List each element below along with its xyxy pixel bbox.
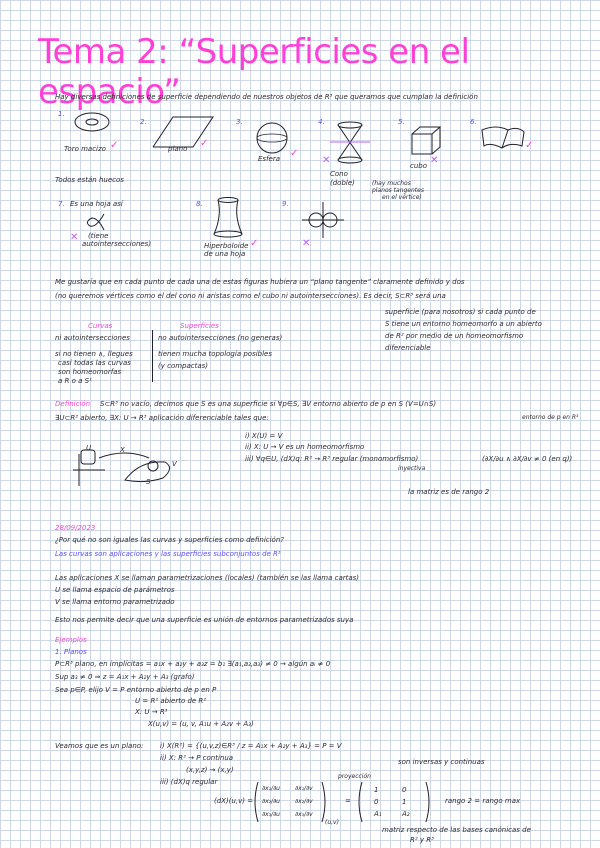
basis-note: matriz respecto de las bases canónicas de	[382, 826, 531, 834]
fig-number: 8.	[196, 200, 203, 208]
sheet-note: (tiene	[88, 232, 109, 240]
para-right: de R² por medio de un homeomorfismo	[385, 332, 524, 340]
sheet-note-2: autointersecciones)	[82, 240, 152, 248]
param-line: U se llama espacio de parámetros	[55, 586, 175, 594]
verify-note: son inversas y continuas	[398, 758, 485, 766]
examples-label: Ejemplos	[55, 636, 87, 644]
table-cell: si no tienen ∧, llegues	[55, 350, 133, 358]
matrix-cell: ∂x₃/∂u	[262, 811, 280, 818]
param-line: V se llama entorno parametrizado	[55, 598, 175, 606]
table-cell: son homeomorfas	[58, 368, 122, 376]
intro-text: Hay diversas definiciones de superficie dependiendo de nuestros objetos de R³ que queramos que cumplan la definición	[55, 93, 478, 101]
examples-sub: 1. Planos	[55, 648, 87, 656]
definition-note: entorno de p en R³	[522, 414, 579, 421]
jacobian-cond: (∂X/∂u ∧ ∂X/∂v ≠ 0 (en q))	[482, 455, 573, 463]
example-line: Sup a₃ ≠ 0 ⇒ z = A₁x + A₂y + A₃ (grafo)	[55, 673, 195, 681]
check-icon: ✓	[290, 148, 299, 159]
definition-label: Definición	[55, 400, 91, 408]
label-S: S	[146, 478, 151, 486]
definition-cond-i: i) X(U) = V	[245, 432, 283, 440]
verify-line: ii) X: R² → P continua	[160, 754, 234, 762]
para-right: diferenciable	[385, 344, 431, 352]
fig-number: 2.	[140, 118, 147, 126]
verify-note: proyección	[338, 773, 371, 780]
sphere-figure	[252, 120, 292, 160]
fig-number: 4.	[318, 118, 325, 126]
fig-number: 6.	[470, 118, 477, 126]
self-intersect-figure	[298, 200, 348, 240]
definition-line: ∃U⊂R² abierto, ∃X: U → R³ aplicación diferenciable tales que:	[55, 414, 269, 422]
cross-icon: ✕	[302, 238, 311, 249]
label-V: V	[172, 460, 177, 468]
fig-number: 9.	[282, 200, 289, 208]
verify-line: iii) (dX)q regular	[160, 778, 218, 786]
cross-icon: ✕	[322, 155, 331, 166]
matrix-cell: ∂x₂/∂v	[295, 798, 313, 805]
para-right: superficie (para nosotros) si cada punto de	[385, 308, 536, 316]
basis-note-2: R² y R³	[410, 836, 434, 844]
fig-number: 1.	[58, 110, 65, 118]
table-cell: a R o a S¹	[58, 377, 92, 385]
chart-diagram	[65, 440, 185, 495]
hyperboloid-figure	[208, 196, 248, 241]
fig-number: 7.	[58, 200, 65, 208]
definition-cond-iii: iii) ∀q∈U, (dX)q: R² → R³ regular (monomorfismo)	[245, 455, 419, 463]
matrix-brackets	[252, 780, 332, 824]
table-header-curves: Curvas	[88, 322, 113, 330]
para-right: S tiene un entorno homeomorfo a un abierto	[385, 320, 542, 328]
matrix-cell: ∂x₁/∂u	[262, 785, 280, 792]
double-cone-figure	[330, 120, 370, 165]
matrix-cell: 0	[374, 798, 379, 806]
rank-note: rango 2 = rango max	[445, 797, 521, 805]
sheet-text: Es una hoja así	[70, 200, 123, 208]
hollow-note: Todos están huecos	[55, 176, 124, 184]
matrix-eval: (u,v)	[325, 819, 339, 826]
check-icon: ✓	[110, 140, 119, 151]
cube-figure	[408, 124, 448, 164]
question: ¿Por qué no son iguales las curvas y superficies como definición?	[55, 536, 284, 544]
verify-line: Veamos que es un plano:	[55, 742, 144, 750]
cone-note: planos tangentes	[372, 187, 424, 194]
para-line: Me gustaría que en cada punto de cada una de estas figuras hubiera un “plano tangente” claramente definido y dos	[55, 278, 465, 286]
cone-label-2: (doble)	[330, 179, 355, 187]
check-icon: ✓	[250, 238, 259, 249]
check-icon: ✓	[200, 138, 209, 149]
matrix-cell: ∂x₁/∂v	[295, 785, 313, 792]
saddle-figure	[478, 122, 528, 152]
page-title: Tema 2: “Superficies en el espacio”	[38, 32, 470, 112]
param-line: Las aplicaciones X se llaman parametrizaciones (locales) (también se las llama cartas)	[55, 574, 360, 582]
fig-number: 5.	[398, 118, 405, 126]
fig-number: 3.	[236, 118, 243, 126]
injective-note: inyectiva	[398, 465, 426, 472]
definition-cond-ii: ii) X: U → V es un homeomorfismo	[245, 443, 365, 451]
plane-label: plano	[168, 145, 188, 153]
cone-note: en el vértice)	[382, 194, 422, 201]
equals-sign: =	[345, 797, 351, 805]
table-cell: tienen mucha topología posibles	[158, 350, 272, 358]
table-divider	[152, 330, 153, 382]
label-U: U	[86, 444, 92, 452]
definition-line: S⊂R³ no vacío, decimos que S es una superficie si ∀p∈S, ∃V entorno abierto de p en S (V=U∩S)	[100, 400, 437, 408]
cone-note: (hay muchos	[372, 180, 411, 187]
cone-label: Cono	[330, 170, 348, 178]
matrix-label: (dX)(u,v) =	[214, 797, 254, 805]
table-cell: no autointersecciones (no generas)	[158, 334, 283, 342]
answer: Las curvas son aplicaciones y las superficies subconjuntos de R³	[55, 550, 281, 558]
table-cell: (y compactas)	[158, 362, 209, 370]
param-line: Esto nos permite decir que una superficie es unión de entornos parametrizados suya	[55, 616, 354, 624]
matrix-cell: A₂	[402, 810, 410, 818]
para-line: (no queremos vértices como el del cono ni aristas como el cubo ni autointersecciones). Es decir, S⊂R³ será una	[55, 292, 446, 300]
matrix-cell: 1	[402, 798, 407, 806]
check-icon: ✓	[525, 140, 534, 151]
example-line: X: U → R³	[135, 708, 168, 716]
torus-label: Toro macizo	[64, 145, 106, 153]
date: 28/09/2023	[55, 524, 96, 532]
hyperboloid-label-2: de una hoja	[204, 250, 246, 258]
matrix-cell: 1	[374, 786, 379, 794]
verify-line: (x,y,z) → (x,y)	[186, 766, 234, 774]
example-line: U = R² abierto de R²	[135, 697, 207, 705]
matrix-cell: ∂x₃/∂v	[295, 811, 313, 818]
matrix-cell: ∂x₂/∂u	[262, 798, 280, 805]
sphere-label: Esfera	[258, 155, 281, 163]
verify-line: i) X(R²) = {(u,v,z)∈R³ / z = A₁x + A₂y + A₃} = P = V	[160, 742, 342, 750]
matrix-cell: 0	[402, 786, 407, 794]
torus-figure	[70, 108, 115, 138]
example-line: Sea p∈P, elijo V = P entorno abierto de p en P	[55, 686, 217, 694]
table-cell: ni autointersecciones	[55, 334, 130, 342]
hyperboloid-label: Hiperboloide	[204, 242, 249, 250]
cube-label: cubo	[410, 162, 428, 170]
matrix-cell: A₁	[374, 810, 382, 818]
example-line: X(u,v) = (u, v, A₁u + A₂v + A₃)	[148, 720, 254, 728]
rank-note: la matriz es de rango 2	[408, 488, 490, 496]
label-X: X	[120, 446, 125, 454]
table-header-surfaces: Superficies	[180, 322, 219, 330]
cross-icon: ✕	[430, 155, 439, 166]
example-line: P⊂R³ plano, en implícitas = a₁x + a₂y + a₃z = b₁ ∃(a₁,a₂,a₃) ≠ 0 → algún aᵢ ≠ 0	[55, 660, 331, 668]
matrix-brackets	[356, 780, 436, 824]
cross-icon: ✕	[70, 232, 79, 243]
table-cell: casi todas las curvas	[58, 359, 131, 367]
